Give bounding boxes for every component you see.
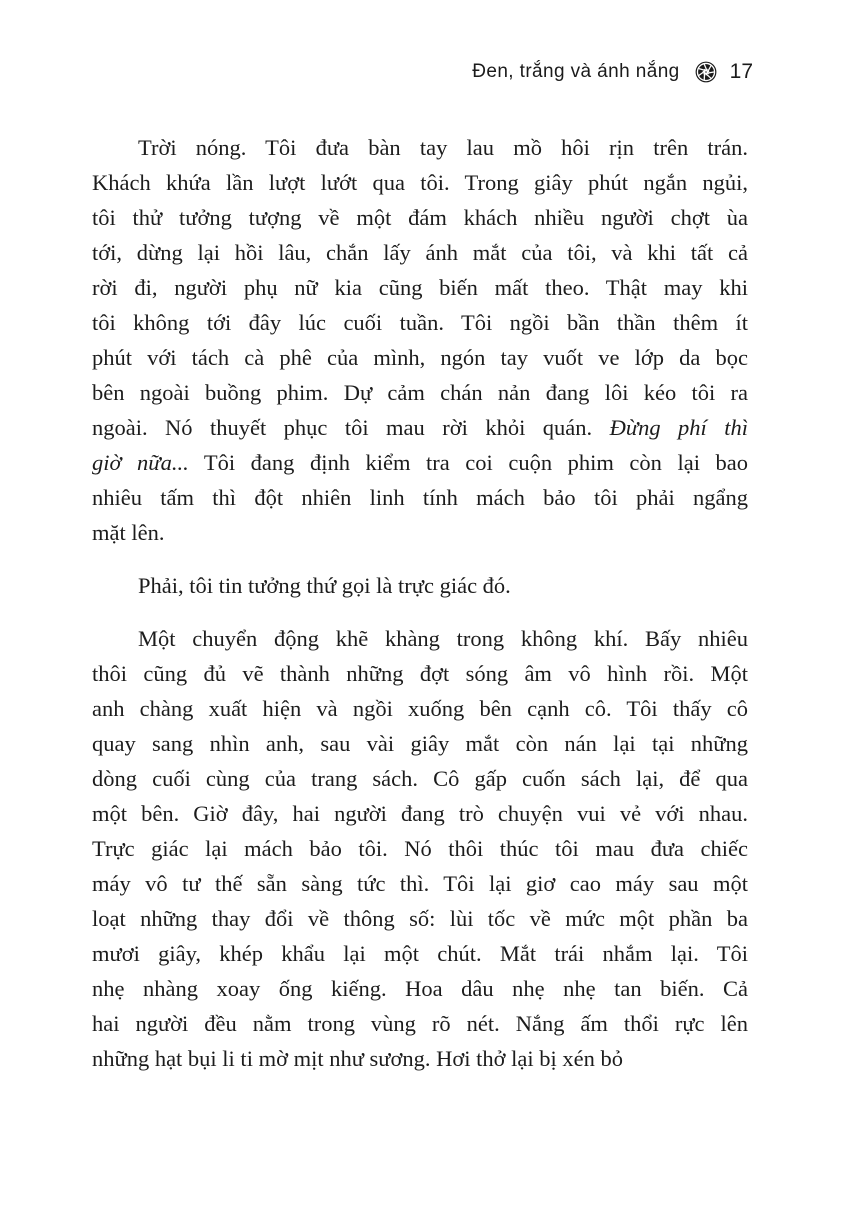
text-segment: Tôi đang định kiểm tra coi cuộn phim còn lại bao: [188, 450, 748, 475]
text-segment: Trời nóng. Tôi đưa bàn tay lau mồ hôi rịn trên trán.: [138, 135, 748, 160]
text-segment: nhẹ nhàng xoay ống kiếng. Hoa dâu nhẹ nhẹ tan biến. Cả: [92, 976, 748, 1001]
text-line: [92, 375, 748, 410]
text-line: [92, 656, 748, 691]
text-segment: thôi cũng đủ vẽ thành những đợt sóng âm vô hình rồi. Một: [92, 661, 748, 686]
text-segment: bên ngoài buồng phim. Dự cảm chán nản đang lôi kéo tôi ra: [92, 380, 748, 405]
text-segment: Trực giác lại mách bảo tôi. Nó thôi thúc tôi mau đưa chiếc: [92, 836, 748, 861]
paragraph: [92, 621, 748, 1076]
text-line: [92, 901, 748, 936]
text-segment: Phải, tôi tin tưởng thứ gọi là trực giác đó.: [138, 573, 511, 598]
text-line: [92, 200, 748, 235]
text-segment: Khách khứa lần lượt lướt qua tôi. Trong giây phút ngắn ngủi,: [92, 170, 748, 195]
page-body: [92, 130, 748, 1076]
text-line: [92, 445, 748, 480]
text-segment: ngoài. Nó thuyết phục tôi mau rời khỏi quán.: [92, 415, 610, 440]
text-line: [92, 1041, 748, 1076]
text-line: [92, 726, 748, 761]
text-line: [92, 340, 748, 375]
text-line: [92, 515, 748, 550]
paragraph: [92, 568, 748, 603]
text-segment: những hạt bụi li ti mờ mịt như sương. Hơi thở lại bị xén bỏ: [92, 1046, 624, 1071]
text-line: [92, 165, 748, 200]
aperture-icon: [695, 61, 717, 83]
text-line: [92, 480, 748, 515]
text-segment: phút với tách cà phê của mình, ngón tay vuốt ve lớp da bọc: [92, 345, 748, 370]
text-line: [92, 568, 748, 603]
text-line: [92, 971, 748, 1006]
text-segment: rời đi, người phụ nữ kia cũng biến mất theo. Thật may khi: [92, 275, 748, 300]
text-line: [92, 831, 748, 866]
text-line: [92, 410, 748, 445]
text-line: [92, 1006, 748, 1041]
text-segment: mặt lên.: [92, 520, 165, 545]
text-segment: loạt những thay đổi về thông số: lùi tốc về mức một phần ba: [92, 906, 748, 931]
text-segment: mươi giây, khép khẩu lại một chút. Mắt trái nhắm lại. Tôi: [92, 941, 748, 966]
text-segment: dòng cuối cùng của trang sách. Cô gấp cuốn sách lại, để qua: [92, 766, 748, 791]
text-segment: tôi thử tưởng tượng về một đám khách nhiều người chợt ùa: [92, 205, 748, 230]
text-segment: hai người đều nằm trong vùng rõ nét. Nắng ấm thổi rực lên: [92, 1011, 748, 1036]
text-line: [92, 936, 748, 971]
text-line: [92, 621, 748, 656]
text-line: [92, 270, 748, 305]
italic-text-segment: Đừng phí thì: [609, 415, 748, 440]
text-segment: tới, dừng lại hồi lâu, chắn lấy ánh mắt của tôi, và khi tất cả: [92, 240, 748, 265]
text-segment: một bên. Giờ đây, hai người đang trò chuyện vui vẻ với nhau.: [92, 801, 748, 826]
text-segment: máy vô tư thế sẵn sàng tức thì. Tôi lại giơ cao máy sau một: [92, 871, 748, 896]
text-line: [92, 305, 748, 340]
text-line: [92, 235, 748, 270]
running-title: Đen, trắng và ánh nắng: [472, 61, 680, 82]
paragraph: [92, 130, 748, 550]
text-segment: nhiêu tấm thì đột nhiên linh tính mách bảo tôi phải ngẩng: [92, 485, 748, 510]
text-line: [92, 796, 748, 831]
text-segment: quay sang nhìn anh, sau vài giây mắt còn nán lại tại những: [92, 731, 748, 756]
text-segment: Một chuyển động khẽ khàng trong không khí. Bấy nhiêu: [138, 626, 748, 651]
text-line: [92, 691, 748, 726]
text-segment: tôi không tới đây lúc cuối tuần. Tôi ngồi bần thần thêm ít: [92, 310, 748, 335]
text-segment: anh chàng xuất hiện và ngồi xuống bên cạnh cô. Tôi thấy cô: [92, 696, 748, 721]
text-line: [92, 761, 748, 796]
page-number: 17: [729, 60, 753, 83]
running-header: [0, 58, 753, 86]
text-line: [92, 130, 748, 165]
text-line: [92, 866, 748, 901]
italic-text-segment: giờ nữa...: [92, 450, 189, 475]
